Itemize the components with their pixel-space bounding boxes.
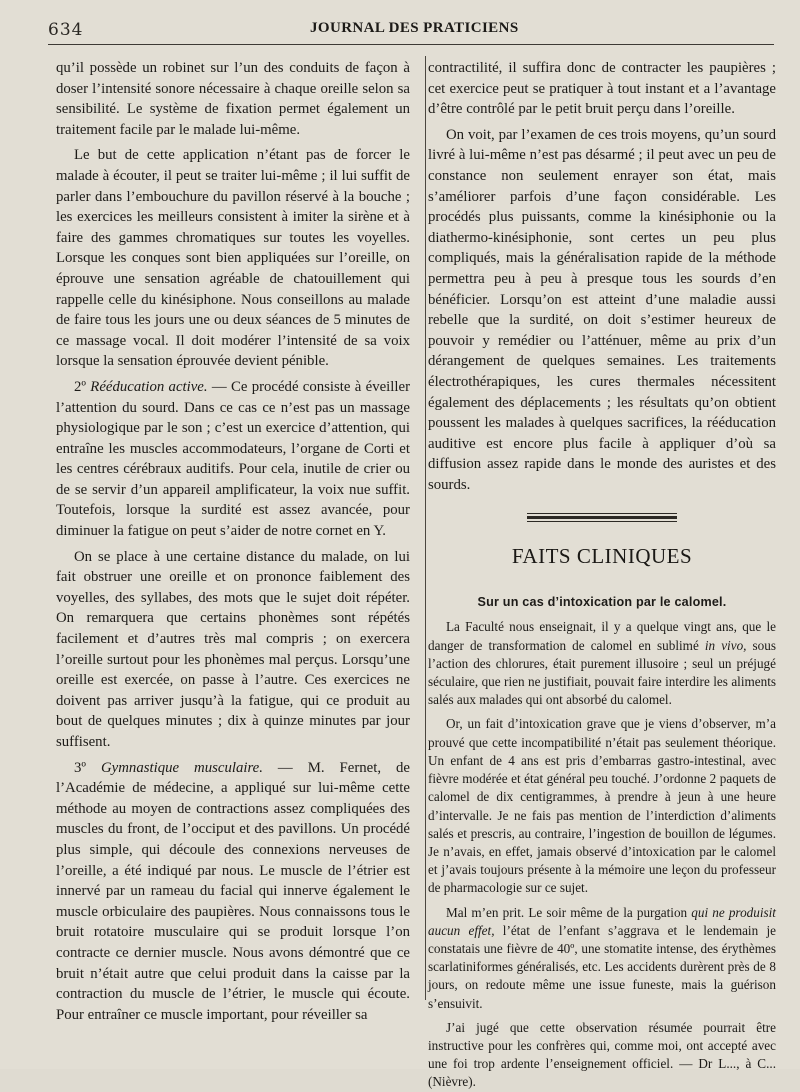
case-italic: in vivo, xyxy=(704,637,747,653)
left-column xyxy=(56,58,410,1025)
subsection-title: Gymnastique musculaire. xyxy=(100,759,263,776)
section-number: 2º xyxy=(74,378,86,395)
subsection-title: Rééducation active. xyxy=(90,378,208,395)
case-italic: qui ne produisit aucun effet, xyxy=(428,904,776,938)
section-separator xyxy=(527,513,677,522)
case-paragraph: J’ai jugé que cette observation résumée pourrait être instructive pour les confrères qui, comme moi, ont accepté avec une foi trop ardente l’enseignement officiel. — Dr L..., à C... (Nièvre). xyxy=(428,1019,776,1090)
paragraph: contractilité, il suffira donc de contracter les paupières ; cet exercice peut se pratiquer à tout instant et a l’avantage d’être contrôlé par le petit bruit perçu dans l’oreille. xyxy=(428,60,776,118)
case-title: Sur un cas d’intoxication par le calomel. xyxy=(477,595,727,610)
case-text: l’état de l’enfant s’aggrava et le lendemain je constatais une fièvre de 40º, une stomatite intense, des érythèmes scarlatiniformes généralisés, etc. Les accidents durèrent près de 8 jours, on redoute même une issue funeste, mais la guérison s’ensuivit. xyxy=(428,922,776,1011)
separator-line xyxy=(527,516,677,519)
header-rule xyxy=(48,44,774,45)
section-number: 3º xyxy=(74,759,86,776)
column-divider xyxy=(425,56,426,1000)
running-title: JOURNAL DES PRATICIENS xyxy=(310,20,519,36)
case-paragraph: Or, un fait d’intoxication grave que je viens d’observer, m’a prouvé que cette incompatibilité n’était pas seulement théorique. Un enfant de 4 ans est pris d’embarras gastro-intestinal, avec fièvre modérée et état général peu touché. J’ordonne 2 paquets de calomel de dix centigrammes, à prendre à jeun à une heure d’intervalle. Je ne fais pas mention de l’interdiction d’aliments salés et prescris, au contraire, l’ingestion de bouillon de légumes. Je n’avais, en effet, jamais observé d’intoxication par le calomel et j’avais toujours présente à la mémoire une leçon du professeur de pharmacologie sur ce sujet. xyxy=(428,716,776,896)
separator-line xyxy=(527,521,677,522)
paragraph: Le but de cette application n’étant pas de forcer le malade à écouter, il peut se traiter lui-même ; il lui suffit de parler dans l’embouchure du pavillon réservé à la bouche ; les exercices les meilleurs consistent à imiter la sirène et à faire des gammes chromatiques sur toutes les voyelles. Lorsque les conques sont bien appliquées sur l’oreille, on éprouve une sensation agréable de chatouillement qui rappelle celle du kinésiphone. Nous conseillons au malade de faire tous les jours une ou deux séances de 5 minutes de ce massage vocal. Il doit modérer l’intensité de sa voix lorsque la sensation éprouvée devient pénible. xyxy=(56,147,410,370)
paragraph-gymnastique xyxy=(56,758,410,1026)
paragraph-text: — M. Fernet, de l’Académie de médecine, a appliqué sur lui-même cette méthode au moyen de contractions assez compliquées des muscles du front, de l’occiput et des pavillons. Un procédé plus simple, qui découle des connexions nerveuses de l’oreille, a été indiqué par nous. Le muscle de l’étrier est innervé par un rameau du facial qui innerve également le muscle orbiculaire des paupières. Nous connaissons tous le bruit rotatoire musculaire qui se produit lorsque l’on contracte ce dernier muscle. Nous avons démontré que ce bruit n’était autre que celui produit dans la caisse par la contraction du muscle de l’étrier, le muscle qui écoute. Pour entraîner ce muscle important, pour réveiller sa xyxy=(56,759,410,1023)
paragraph-reeducation xyxy=(56,377,410,542)
case-text: La Faculté nous enseignait, il y a quelque vingt ans, que le danger de transformation de calomel en sublimé xyxy=(428,619,776,653)
case-report xyxy=(428,618,776,1091)
page-number: 634 xyxy=(48,20,84,40)
case-paragraph xyxy=(428,904,776,1013)
paragraph: On voit, par l’examen de ces trois moyens, qu’un sourd livré à lui-même n’est pas désarmé ; il peut avec un peu de constance non seulement enrayer son état, mais s’améliorer parfois d’une façon considérable. Les procédés plus puissants, comme la kinésiphonie ou la diathermo-kinésiphonie, sont certes un peu plus compliqués, mais la généralisation rapide de la méthode permettra peu à peu à presque tous les sourds d’en bénéficier. Lorsqu’on est atteint d’une maladie aussi rebelle que la surdité, on doit s’estimer heureux de pouvoir y remédier ou l’atténuer, même au prix d’un dérangement de quelques semaines. Les traitements électrothérapiques, les cures thermales nécessitent également des déplacements ; les résultats qu’on obtient poussent les malades à quelques sacrifices, la rééducation auditive est encore plus facile à appliquer d’où sa diffusion assez rapide dans le monde des auristes et des sourds. xyxy=(428,126,776,493)
paragraph: On se place à une certaine distance du malade, on lui fait obstruer une oreille et on prononce faiblement des voyelles, des syllabes, des mots que le sujet doit répéter. On remarquera que certains phonèmes sont répétés facilement et d’autres très mal compris ; on exercera l’oreille surtout pour les phonèmes mal perçus. Lorsqu’une oreille est exercée, on passe à l’autre. Ces exercices ne doivent pas arriver jusqu’à la fatigue, qui ce produit au bout de quelques minutes ; dix à quinze minutes par jour suffisent. xyxy=(56,548,410,750)
case-paragraph xyxy=(428,618,776,709)
section-title: FAITS CLINIQUES xyxy=(511,544,693,569)
case-text: Mal m’en prit. Le soir même de la purgation xyxy=(446,904,692,920)
paragraph: qu’il possède un robinet sur l’un des conduits de façon à doser l’intensité sonore nécessaire à chaque oreille selon sa sensibilité. Le système de fixation permet également un traitement facile par le malade lui-même. xyxy=(56,60,410,138)
case-text: sous l’action des chlorures, était purement illusoire ; seul un préjugé séculaire, que rien ne justifiait, pouvait faire interdire les aliments salés aux malades qui ont absorbé du calomel. xyxy=(428,637,776,708)
separator-line xyxy=(527,513,677,514)
right-column xyxy=(428,58,776,1092)
paragraph-text: — Ce procédé consiste à éveiller l’attention du sourd. Dans ce cas ce n’est pas un massage physiologique par le son ; c’est un exercice d’attention, qui entraîne les muscles accommodateurs, l’organe de Corti et les centres cérébraux auditifs. Pour cela, inutile de crier ou de se servir d’un appareil amplificateur, la voix nue suffit. Toutefois, lorsque la surdité est assez avancée, pour diminuer la fatigue on peut s’aider de notre cornet en Y. xyxy=(56,378,410,540)
